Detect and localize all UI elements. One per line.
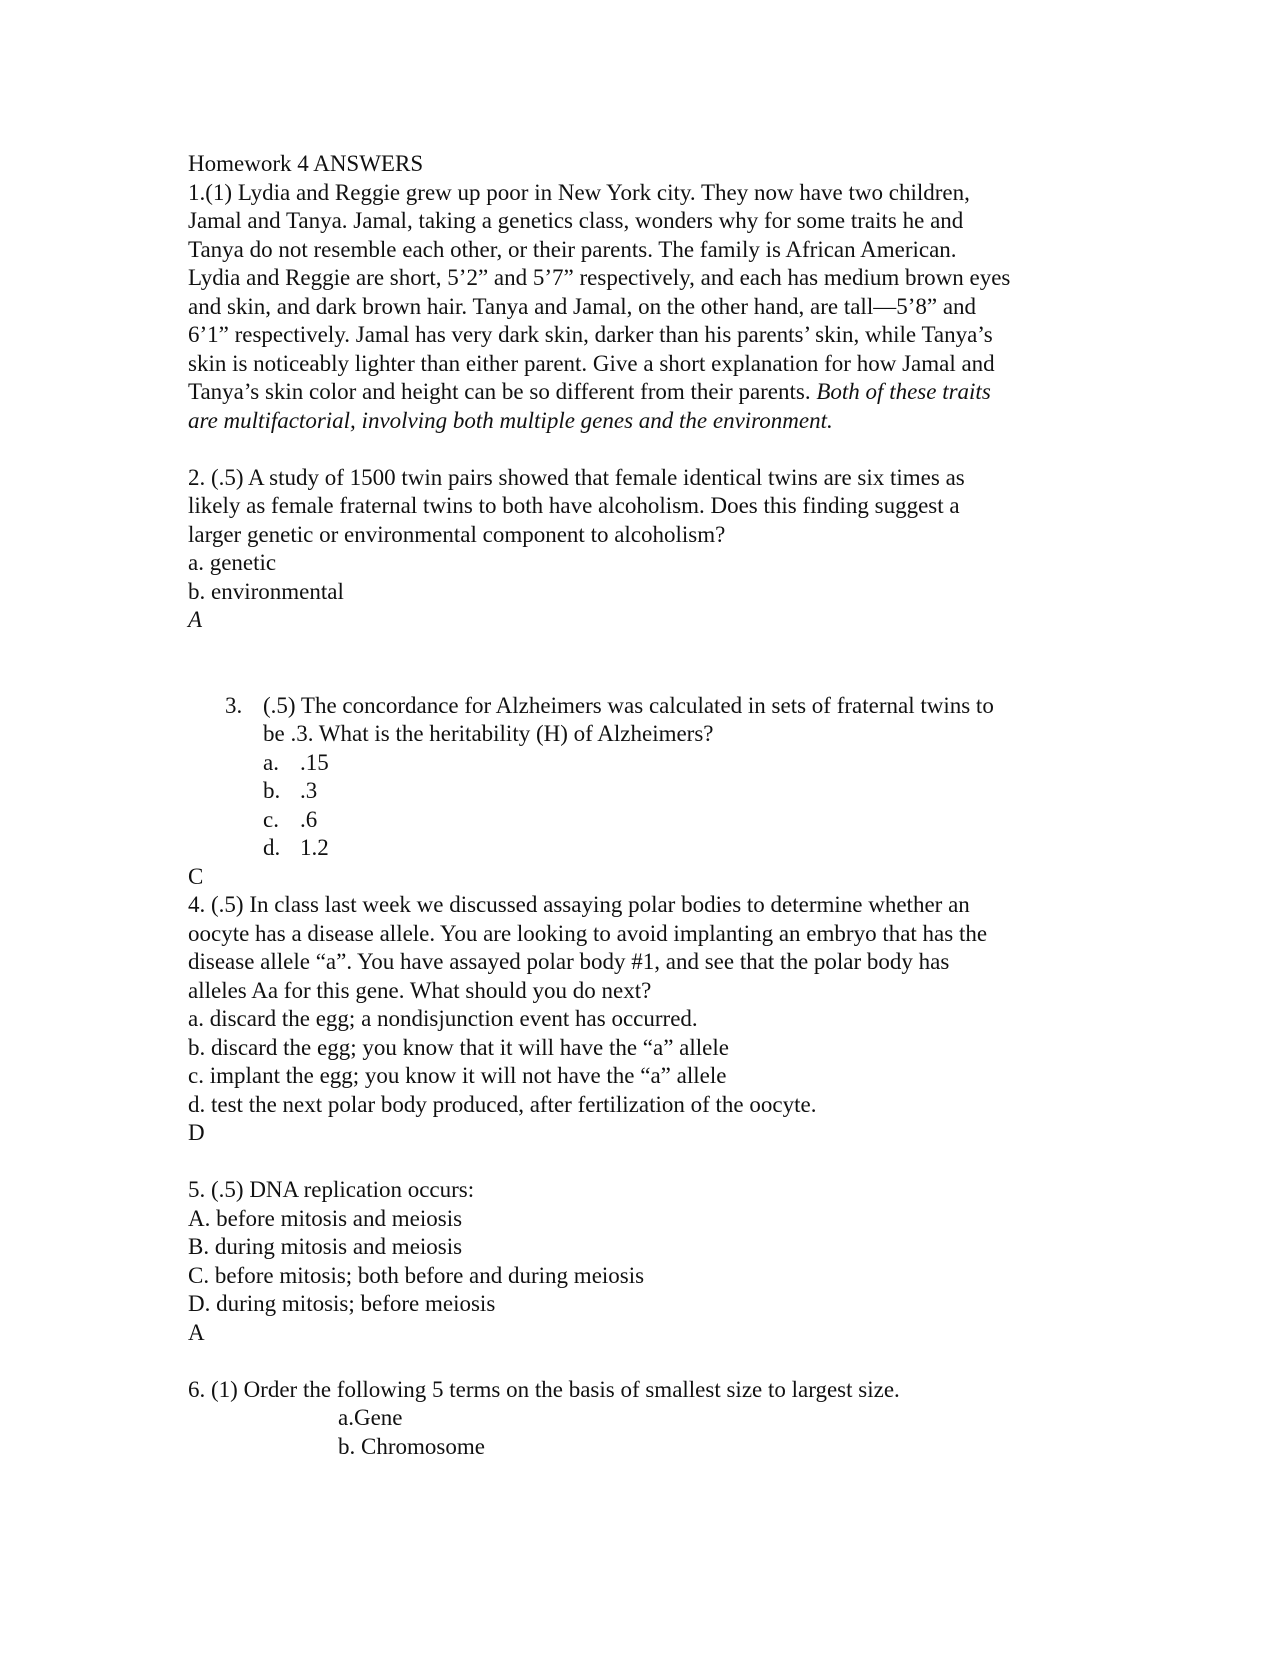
question-3-option-letter: a.	[263, 749, 279, 775]
question-6	[188, 1376, 1188, 1462]
question-5-option: C. before mitosis; both before and during meiosis	[188, 1262, 645, 1288]
question-5-option: A. before mitosis and meiosis	[188, 1205, 463, 1231]
question-3-option-letter: d.	[263, 835, 281, 860]
question-2-line: larger genetic or environmental component to alcoholism?	[188, 521, 726, 547]
question-4-line: alleles Aa for this gene. What should you do next?	[188, 977, 652, 1003]
question-1	[188, 179, 1188, 436]
question-1-answer-start: Both of these traits	[816, 379, 991, 404]
question-1-line: Lydia and Reggie are short, 5’2” and 5’7” respectively, and each has medium brown eyes	[188, 265, 1011, 290]
document-title: Homework 4 ANSWERS	[188, 151, 424, 176]
question-1-line: skin is noticeably lighter than either parent. Give a short explanation for how Jamal and	[188, 350, 995, 376]
question-6-item: b. Chromosome	[338, 1433, 485, 1459]
question-6-text: 6. (1) Order the following 5 terms on the basis of smallest size to largest size.	[188, 1376, 900, 1402]
question-3-option-text: 1.2	[300, 835, 329, 860]
question-2-option: a. genetic	[188, 550, 277, 575]
question-5-option: D. during mitosis; before meiosis	[188, 1291, 496, 1316]
question-3-option-letter: c.	[263, 806, 279, 832]
question-4	[188, 891, 1188, 1148]
question-6-item: a.Gene	[338, 1405, 403, 1430]
question-2-line: likely as female fraternal twins to both have alcoholism. Does this finding suggest a	[188, 493, 960, 518]
question-1-line-with-answer	[188, 378, 1188, 407]
question-3-option-text: .3	[300, 778, 318, 803]
question-3	[188, 692, 1188, 892]
question-2-line: 2. (.5) A study of 1500 twin pairs showed that female identical twins are six times as	[188, 464, 965, 490]
question-1-line: Jamal and Tanya. Jamal, taking a genetics class, wonders why for some traits he and	[188, 208, 964, 233]
question-3-option	[263, 749, 1188, 778]
question-3-line: (.5) The concordance for Alzheimers was calculated in sets of fraternal twins to	[263, 692, 994, 718]
question-3-option-text: .6	[300, 806, 318, 832]
question-2-answer: A	[188, 607, 203, 632]
question-3-line: be .3. What is the heritability (H) of Alzheimers?	[263, 721, 714, 746]
question-3-option	[263, 806, 1188, 835]
question-3-number: 3.	[225, 692, 243, 718]
question-3-option-letter: b.	[263, 778, 281, 803]
question-4-line: disease allele “a”. You have assayed polar body #1, and see that the polar body has	[188, 949, 950, 974]
question-1-line: Tanya do not resemble each other, or their parents. The family is African American.	[188, 236, 957, 262]
question-2	[188, 464, 1188, 635]
question-3-option-text: .15	[300, 749, 329, 775]
question-1-text: Tanya’s skin color and height can be so different from their parents.	[188, 379, 817, 404]
question-1-line: 6’1” respectively. Jamal has very dark skin, darker than his parents’ skin, while Tanya’s	[188, 322, 993, 347]
question-4-line: oocyte has a disease allele. You are looking to avoid implanting an embryo that has the	[188, 920, 988, 946]
question-1-answer: are multifactorial, involving both multiple genes and the environment.	[188, 407, 833, 433]
question-1-line: 1.(1) Lydia and Reggie grew up poor in New York city. They now have two children,	[188, 179, 970, 205]
question-4-option: b. discard the egg; you know that it will have the “a” allele	[188, 1034, 729, 1060]
question-4-option: c. implant the egg; you know it will not have the “a” allele	[188, 1063, 727, 1088]
question-4-answer: D	[188, 1120, 205, 1145]
question-4-option: d. test the next polar body produced, after fertilization of the oocyte.	[188, 1091, 817, 1117]
question-3-option	[263, 777, 1188, 806]
question-1-line: and skin, and dark brown hair. Tanya and Jamal, on the other hand, are tall—5’8” and	[188, 293, 977, 319]
question-3-option	[263, 834, 1188, 863]
question-5-option: B. during mitosis and meiosis	[188, 1234, 463, 1259]
question-4-line: 4. (.5) In class last week we discussed assaying polar bodies to determine whether an	[188, 892, 970, 917]
question-5-text: 5. (.5) DNA replication occurs:	[188, 1177, 475, 1202]
question-4-option: a. discard the egg; a nondisjunction event has occurred.	[188, 1006, 698, 1031]
question-3-answer: C	[188, 863, 204, 889]
question-2-option: b. environmental	[188, 578, 344, 604]
question-5	[188, 1176, 1188, 1347]
question-5-answer: A	[188, 1319, 205, 1345]
document-page	[188, 150, 1188, 1461]
